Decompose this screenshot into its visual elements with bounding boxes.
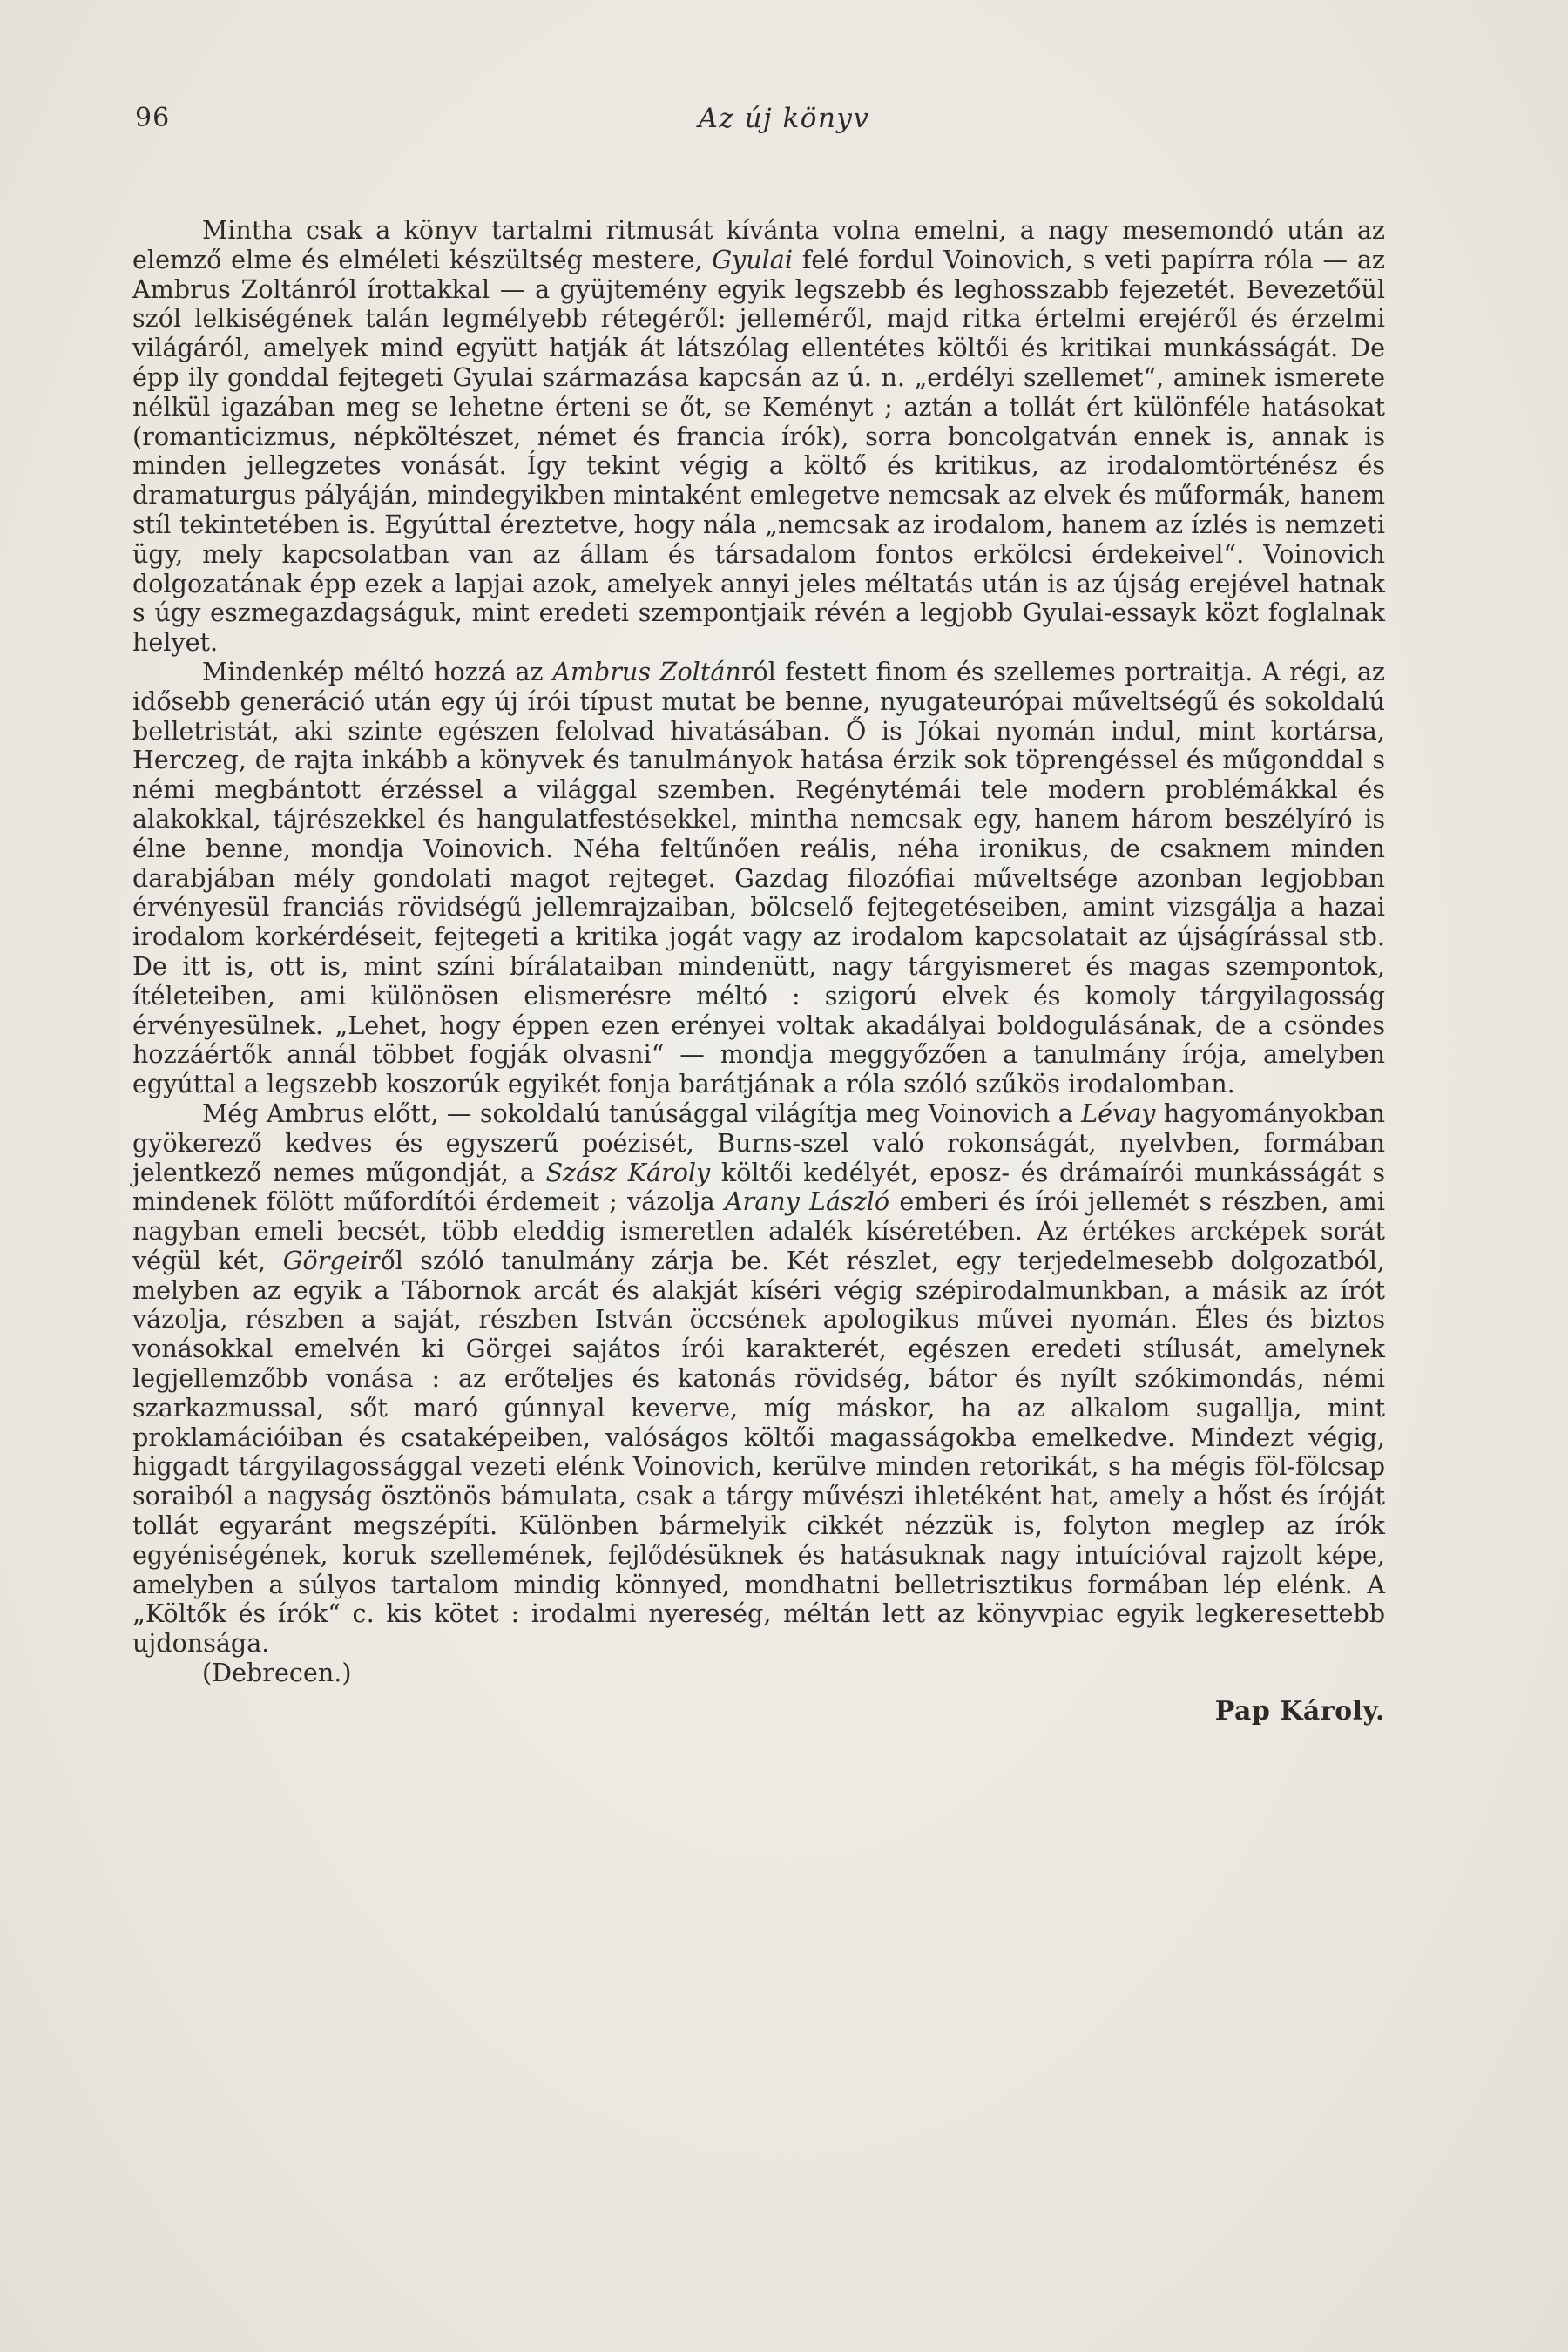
running-head: [135, 103, 1433, 138]
body-text: [132, 216, 1385, 1727]
text-run: felé fordul Voinovich, s veti papírra róla — az Ambrus Zoltánról írottakkal — a gyüjtemény egyik legszebb és leghosszabb fejezetét. Bevezetőül szól lelkiségének talán legmélyebb rétegéről: jelleméről, majd ritka értelmi erejéről és érzelmi világáról, amelyek mind együtt hatják át látszólag ellentétes költői és kritikai munkásságát. De épp ily gonddal fejtegeti Gyulai származása kapcsán az ú. n. „erdélyi szellemet“, aminek ismerete nélkül igazában meg se lehetne érteni se őt, se Keményt ; aztán a tollát ért különféle hatásokat (romanticizmus, népköltészet, német és francia írók), sorra boncolgatván ennek is, annak is minden jellegzetes vonását. Így tekint végig a költő és kritikus, az irodalomtörténész és dramaturgus pályáján, mindegyikben mintaként emlegetve nemcsak az elvek és műformák, hanem stíl tekintetében is. Egyúttal éreztetve, hogy nála „nemcsak az irodalom, hanem az ízlés is nemzeti ügy, mely kapcsolatban van az állam és társadalom fontos erkölcsi érdekeivel“. Voinovich dolgozatának épp ezek a lapjai azok, amelyek annyi jeles méltatás után is az újság erejével hatnak s úgy eszmegazdagságuk, mint eredeti szempontjaik révén a legjobb Gyulai-essayk közt foglalnak helyet.: [132, 244, 1385, 658]
place-note: (Debrecen.): [202, 1658, 352, 1688]
text-run: ről szóló tanulmány zárja be. Két részlet, egy terjedelmesebb dolgozatból, melyben az egyik a Tábornok arcát és alakját kíséri végig szépirodalmunkban, a másik az írót vázolja, részben a saját, részben István öccsének apologikus művei nyomán. Éles és biztos vonásokkal emelvén ki Görgei sajátos írói karakterét, egészen eredeti stílusát, amelynek legjellemzőbb vonása : az erőteljes és katonás rövidség, bátor és nyílt szókimondás, némi szarkazmussal, sőt maró gúnnyal keverve, míg máskor, ha az alkalom sugallja, mint proklamációiban és csataképeiben, valóságos költői magasságokba emelkedve. Mindezt végig, higgadt tárgyilagossággal vezeti elénk Voinovich, kerülve minden retorikát, s ha mégis föl-fölcsap soraiból a nagyság ösztönös bámulata, csak a tárgy művészi ihletéként hat, amely a hőst és íróját tollát egyaránt megszépíti. Különben bármelyik cikkét nézzük is, folyton meglep az írók egyéniségének, koruk szellemének, fejlődésüknek és hatásuknak nagy intuícióval rajzolt képe, amelyben a súlyos tartalom mindig könnyed, mondhatni belletrisztikus formában lép elénk. A „Költők és írók“ c. kis kötet : irodalmi nyereség, méltán lett az könyvpiac egyik legkeresettebb ujdonsága.: [132, 1245, 1385, 1659]
text-run: Mintha csak a könyv tartalmi ritmusát kívánta volna emelni, a nagy mesemondó után az elemző elme és elméleti készültség mestere,: [132, 215, 1385, 274]
paragraph-ambrus: [132, 658, 1385, 1099]
author-signature: Pap Károly.: [1214, 1695, 1385, 1727]
italic-name: Görgei: [282, 1245, 368, 1275]
text-run: költői kedélyét, eposz- és drámaírói munkásságát s mindenek fölött műfordítói érdemeit ; vázolja: [132, 1157, 1385, 1217]
italic-name: Lévay: [1081, 1098, 1156, 1128]
italic-name: Ambrus Zoltán: [552, 656, 741, 686]
italic-name: Gyulai: [712, 244, 793, 274]
italic-name: Arany László: [724, 1186, 890, 1217]
paragraph-levay-gorgei: [132, 1099, 1385, 1659]
running-title: Az új könyv: [698, 103, 870, 134]
paragraph-gyulai: [132, 216, 1385, 658]
italic-name: Szász Károly: [545, 1157, 711, 1187]
page-number: 96: [135, 103, 171, 133]
text-run: Mindenkép méltó hozzá az: [202, 656, 553, 686]
text-run: emberi és írói jellemét s részben, ami nagyban emeli becsét, több eleddig ismeretlen adalék kíséretében. Az értékes arcképek sorát végül két,: [132, 1186, 1385, 1275]
text-run: Még Ambrus előtt, — sokoldalú tanúsággal világítja meg Voinovich a: [202, 1098, 1082, 1128]
text-run: ról festett finom és szellemes portraitja. A régi, az idősebb generáció után egy új írói típust mutat be benne, nyugateurópai műveltségű és sokoldalú belletristát, aki szinte egészen felolvad hivatásában. Ő is Jókai nyomán indul, mint kortársa, Herczeg, de rajta inkább a könyvek és tanulmányok hatása érzik sok töprengéssel és műgonddal s némi megbántott érzéssel a világgal szemben. Regénytémái tele modern problémákkal és alakokkal, tájrészekkel és hangulatfestésekkel, mintha nemcsak egy, hanem három beszélyíró is élne benne, mondja Voinovich. Néha feltűnően reális, néha ironikus, de csaknem minden darabjában mély gondolati magot rejteget. Gazdag filozófiai műveltsége azonban legjobban érvényesül franciás rövidségű jellemrajzaiban, bölcselő fejtegetéseiben, amint vizsgálja a hazai irodalom korkérdéseit, fejtegeti a kritika jogát vagy az irodalom kapcsolatait az újságírással stb. De itt is, ott is, mint színi bírálataiban mindenütt, nagy tárgyismeret és magas szempontok, ítéleteiben, ami különösen elismerésre méltó : szigorú elvek és komoly tárgyilagosság érvényesülnek. „Lehet, hogy éppen ezen erényei voltak akadályai boldogulásának, de a csöndes hozzáértők annál többet fogják olvasni“ — mondja meggyőzően a tanulmány írója, amelyben egyúttal a legszebb koszorúk egyikét fonja barátjának a róla szóló szűkös irodalomban.: [132, 656, 1385, 1099]
text-run: hagyományokban gyökerező kedves és egyszerű poézisét, Burns-szel való rokonságát, nyelvben, formában jelentkező nemes műgondját, a: [132, 1098, 1385, 1187]
